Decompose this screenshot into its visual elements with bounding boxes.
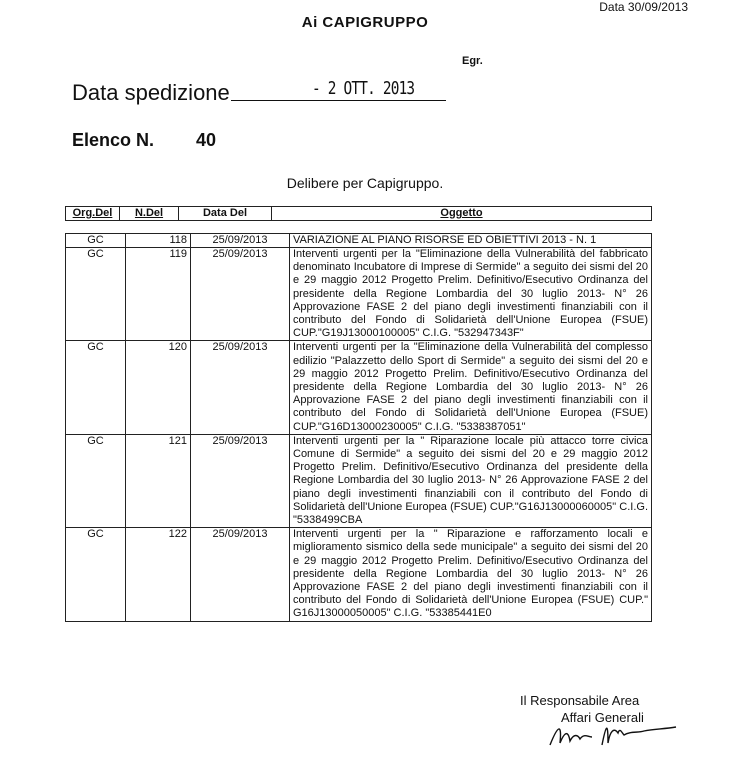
cell-date: 25/09/2013 [191,341,290,434]
responsabile-office: Affari Generali [561,710,644,725]
cell-org: GC [66,248,126,341]
cell-num: 118 [126,234,191,248]
column-header-oggetto: Oggetto [272,207,652,221]
elenco-label: Elenco N. [72,130,155,150]
table-row [66,248,652,341]
column-header-org: Org.Del [66,207,120,221]
cell-org: GC [66,341,126,434]
cell-oggetto: Interventi urgenti per la "Eliminazione della Vulnerabilità del fabbricato denominato Incubatore di Imprese di Sermide" a seguito dei sismi del 20 e 29 maggio 2012 Progetto Prelim. Definitivo/Esecutivo Ordinanza del presidente della Regione Lombardia del 30 luglio 2013- N° 26 Approvazione FASE 2 del piano degli investimenti finanziabili con il contributo del Fondo di Solidarietà dell'Unione Europea (FSUE) CUP."G19J13000100005" C.I.G. "532947343F" [290,248,652,341]
cell-date: 25/09/2013 [191,528,290,621]
document-title: Ai CAPIGRUPPO [301,14,429,31]
delibere-table [65,233,652,622]
table-row [66,341,652,434]
cell-num: 119 [126,248,191,341]
cell-org: GC [66,434,126,527]
delibere-table-header [65,206,652,221]
cell-num: 120 [126,341,191,434]
document-subtitle: Delibere per Capigruppo. [286,175,444,191]
column-header-data: Data Del [179,207,272,221]
cell-oggetto: Interventi urgenti per la " Riparazione locale più attacco torre civica Comune di Sermide" a seguito dei sismi del 20 e 29 maggio 2012 Progetto Prelim. Definitivo/Esecutivo Ordinanza del presidente della Regione Lombardia del 30 luglio 2013- N° 26 Approvazione FASE 2 del piano degli investimenti finanziabili con il contributo del Fondo di Solidarietà dell'Unione Europea (FSUE) CUP."G16J13000060005" C.I.G. "5338499CBA [290,434,652,527]
document-date: Data 30/09/2013 [599,0,688,14]
cell-date: 25/09/2013 [191,434,290,527]
cell-date: 25/09/2013 [191,234,290,248]
cell-org: GC [66,528,126,621]
spedizione-underline [231,100,446,101]
cell-oggetto: Interventi urgenti per la " Riparazione e rafforzamento locali e miglioramento sismico della sede municipale" a seguito dei sismi del 20 e 29 maggio 2012 Progetto Prelim. Definitivo/Esecutivo Ordinanza del presidente della Regione Lombardia del 30 luglio 2013- N° 26 Approvazione FASE 2 del piano degli investimenti finanziabili con il contributo del Fondo di Solidarietà dell'Unione Europea (FSUE) CUP." G16J13000050005" C.I.G. "53385441E0 [290,528,652,621]
cell-org: GC [66,234,126,248]
cell-date: 25/09/2013 [191,248,290,341]
table-row [66,434,652,527]
handwritten-signature [548,715,678,755]
spedizione-date-stamp: - 2 OTT. 2013 [312,78,415,99]
elenco-number: 40 [196,130,217,150]
table-row [66,234,652,248]
cell-oggetto: Interventi urgenti per la "Eliminazione della Vulnerabilità del complesso edilizio "Palazzetto dello Sport di Sermide" a seguito dei sismi del 20 e 29 maggio 2012 Progetto Prelim. Definitivo/Esecutivo Ordinanza del presidente della Regione Lombardia del 30 luglio 2013- N° 26 Approvazione FASE 2 del piano degli investimenti finanziabili con il contributo del Fondo di Solidarietà dell'Unione Europea (FSUE) CUP."G16D13000230005" C.I.G. "5338387051" [290,341,652,434]
cell-oggetto: VARIAZIONE AL PIANO RISORSE ED OBIETTIVI 2013 - N. 1 [290,234,652,248]
column-header-num: N.Del [120,207,179,221]
table-row [66,528,652,621]
cell-num: 121 [126,434,191,527]
cell-num: 122 [126,528,191,621]
salutation-egr: Egr. [462,55,483,67]
responsabile-title: Il Responsabile Area [520,693,640,708]
spedizione-label: Data spedizione [72,80,230,105]
